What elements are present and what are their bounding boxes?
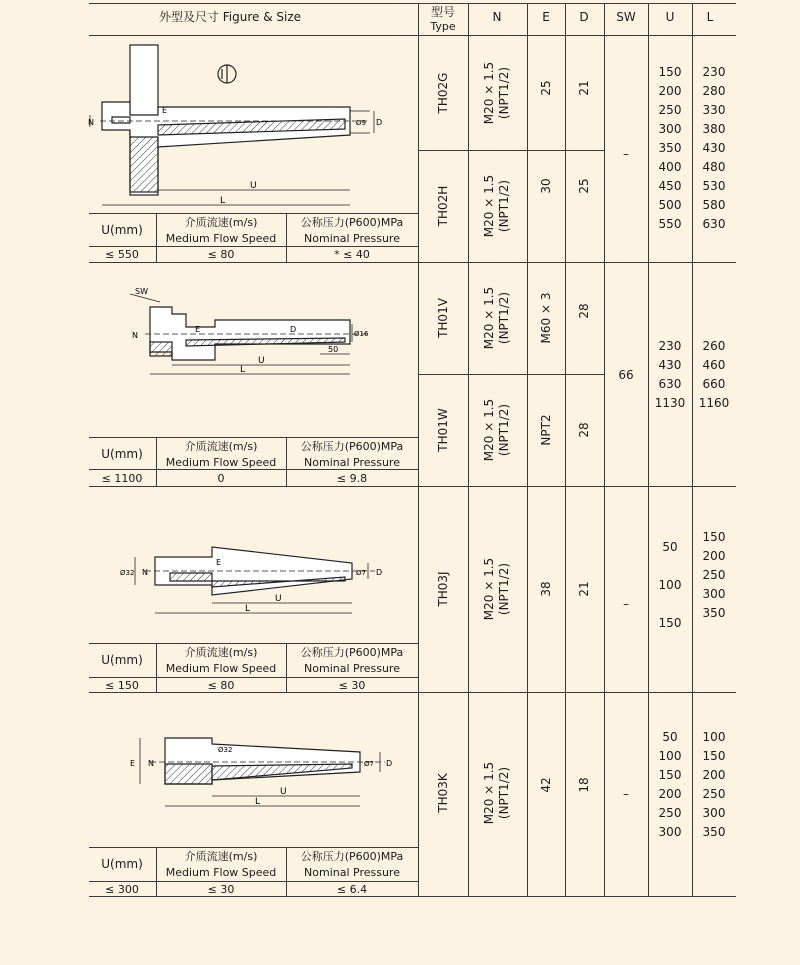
col-sw <box>604 3 605 896</box>
dim-d7: Ø7 <box>356 569 366 577</box>
n-th02g: M20 × 1.5 (NPT1/2) <box>482 61 511 125</box>
type-th02h: TH02H <box>436 185 450 227</box>
col-e <box>527 3 528 896</box>
u-value: 250 <box>658 806 682 820</box>
l-value: 430 <box>702 141 726 155</box>
header-n: N <box>492 10 502 24</box>
l-value: 100 <box>702 730 726 744</box>
l-value: 200 <box>702 549 726 563</box>
d-th01v: 28 <box>577 303 591 319</box>
sw-g2: 66 <box>618 368 634 382</box>
u-value: 50 <box>662 540 678 554</box>
u-value: 200 <box>658 787 682 801</box>
type-th03k: TH03K <box>436 773 450 813</box>
dim-d: D <box>386 759 393 768</box>
sub-rule <box>89 643 418 644</box>
sub-rule <box>286 213 287 262</box>
sub-u-label: U(mm) <box>101 447 143 461</box>
cond-pressure: ≤ 30 <box>338 679 366 692</box>
e-th03j: 38 <box>539 581 553 597</box>
u-value: 550 <box>658 217 682 231</box>
dim-d: D <box>376 118 383 127</box>
cond-pressure: * ≤ 40 <box>334 248 370 261</box>
n-th01v: M20 × 1.5 (NPT1/2) <box>482 286 511 350</box>
cond-u: ≤ 300 <box>105 883 139 896</box>
l-value: 350 <box>702 606 726 620</box>
u-value: 430 <box>658 358 682 372</box>
e-th01w: NPT2 <box>539 414 553 446</box>
drawing-th02 <box>90 37 417 212</box>
dim-u: U <box>280 787 287 797</box>
header-type-cn: 型号 <box>430 5 456 19</box>
cond-u: ≤ 550 <box>105 248 139 261</box>
dim-d32: Ø32 <box>218 746 233 754</box>
l-values-g1 <box>703 63 726 234</box>
d-th03j: 21 <box>577 581 591 597</box>
dim-e: E <box>162 106 168 115</box>
l-value: 250 <box>702 568 726 582</box>
col-l <box>692 3 693 896</box>
dim-d16: Ø16 <box>354 330 369 338</box>
header-u: U <box>665 10 675 24</box>
sub-speed-cn: 介质流速(m/s) <box>184 216 258 229</box>
sub-u-label: U(mm) <box>101 653 143 667</box>
u-value: 250 <box>658 103 682 117</box>
l-value: 230 <box>702 65 726 79</box>
n-th03j: M20 × 1.5 (NPT1/2) <box>482 557 511 621</box>
rule-split-1 <box>418 150 604 151</box>
sub-rule <box>89 469 418 470</box>
cond-u: ≤ 1100 <box>101 472 143 485</box>
l-value: 380 <box>702 122 726 136</box>
header-l: L <box>706 10 714 24</box>
rule-group-2 <box>89 486 736 487</box>
rule-group-3 <box>89 692 736 693</box>
u-value: 230 <box>658 339 682 353</box>
rule-header <box>89 35 736 36</box>
sub-u-label: U(mm) <box>101 223 143 237</box>
sub-speed-en: Medium Flow Speed <box>165 662 277 675</box>
u-values-g3 <box>659 528 682 642</box>
type-th01v: TH01V <box>436 298 450 338</box>
e-th01v: M60 × 3 <box>539 292 553 344</box>
dim-l: L <box>240 365 246 375</box>
sub-speed-en: Medium Flow Speed <box>165 866 277 879</box>
header-sw: SW <box>616 10 636 24</box>
sub-rule <box>89 246 418 247</box>
u-value: 150 <box>658 65 682 79</box>
e-th03k: 42 <box>539 777 553 793</box>
cond-speed: ≤ 80 <box>207 248 235 261</box>
l-value: 480 <box>702 160 726 174</box>
sub-pressure-cn: 公称压力(P600)MPa <box>300 216 404 229</box>
u-values-g2 <box>655 337 686 413</box>
cond-u: ≤ 150 <box>105 679 139 692</box>
dim-d7: Ø7 <box>364 760 374 768</box>
drawing-th03j <box>90 525 417 625</box>
sub-rule <box>156 847 157 896</box>
sub-rule <box>156 213 157 262</box>
sub-rule <box>89 213 418 214</box>
u-value: 450 <box>658 179 682 193</box>
col-n <box>468 3 469 896</box>
l-value: 260 <box>702 339 726 353</box>
n-th02h: M20 × 1.5 (NPT1/2) <box>482 174 511 238</box>
l-value: 300 <box>702 806 726 820</box>
dim-e: E <box>130 759 136 768</box>
sub-rule <box>286 437 287 486</box>
l-values-g4 <box>703 728 726 842</box>
n-th01w: M20 × 1.5 (NPT1/2) <box>482 398 511 462</box>
u-value: 1130 <box>654 396 686 410</box>
dim-u: U <box>250 181 257 191</box>
dim-sw: SW <box>135 287 148 296</box>
cond-speed: 0 <box>217 472 225 485</box>
sub-u-label: U(mm) <box>101 857 143 871</box>
u-value: 200 <box>658 84 682 98</box>
d-th01w: 28 <box>577 422 591 438</box>
d-th02h: 25 <box>577 178 591 194</box>
col-d <box>565 3 566 896</box>
sw-g3: – <box>623 597 629 611</box>
l-value: 350 <box>702 825 726 839</box>
type-th03j: TH03J <box>436 571 450 607</box>
sub-pressure-en: Nominal Pressure <box>304 662 400 675</box>
u-value: 150 <box>658 616 682 630</box>
l-value: 150 <box>702 749 726 763</box>
l-value: 150 <box>702 530 726 544</box>
n-th03k: M20 × 1.5 (NPT1/2) <box>482 761 511 825</box>
sub-rule <box>156 643 157 692</box>
dim-d: D <box>376 568 383 577</box>
dim-50: 50 <box>328 345 339 354</box>
sub-rule <box>156 437 157 486</box>
drawing-th03k <box>90 722 417 822</box>
u-values-g1 <box>659 63 682 234</box>
d-th03k: 18 <box>577 777 591 793</box>
l-value: 250 <box>702 787 726 801</box>
d-th02g: 21 <box>577 80 591 96</box>
sub-pressure-cn: 公称压力(P600)MPa <box>300 646 404 659</box>
dim-n: N <box>132 331 138 340</box>
sub-rule <box>286 847 287 896</box>
type-th01w: TH01W <box>436 408 450 452</box>
sub-rule <box>286 643 287 692</box>
sub-speed-cn: 介质流速(m/s) <box>184 850 258 863</box>
rule-bottom <box>89 896 736 897</box>
l-value: 580 <box>702 198 726 212</box>
dim-n: N <box>88 118 94 127</box>
cond-speed: ≤ 30 <box>207 883 235 896</box>
sub-pressure-cn: 公称压力(P600)MPa <box>300 440 404 453</box>
u-value: 350 <box>658 141 682 155</box>
cond-pressure: ≤ 6.4 <box>336 883 368 896</box>
e-th02h: 30 <box>539 178 553 194</box>
dim-e: E <box>195 325 201 334</box>
l-values-g3 <box>703 528 726 623</box>
rule-group-1 <box>89 262 736 263</box>
sub-rule <box>89 677 418 678</box>
cond-pressure: ≤ 9.8 <box>336 472 368 485</box>
col-type <box>418 3 419 896</box>
sub-speed-en: Medium Flow Speed <box>165 232 277 245</box>
l-value: 660 <box>702 377 726 391</box>
sub-pressure-en: Nominal Pressure <box>304 866 400 879</box>
sub-pressure-en: Nominal Pressure <box>304 232 400 245</box>
header-e: E <box>542 10 550 24</box>
l-value: 630 <box>702 217 726 231</box>
sub-speed-en: Medium Flow Speed <box>165 456 277 469</box>
dim-l: L <box>245 604 251 614</box>
header-d: D <box>579 10 589 24</box>
sub-pressure-en: Nominal Pressure <box>304 456 400 469</box>
cond-speed: ≤ 80 <box>207 679 235 692</box>
sub-rule <box>89 847 418 848</box>
l-values-g2 <box>699 337 730 413</box>
sub-pressure-cn: 公称压力(P600)MPa <box>300 850 404 863</box>
col-u <box>648 3 649 896</box>
dim-u: U <box>275 594 282 604</box>
sub-rule <box>89 437 418 438</box>
dim-n: N <box>148 759 154 768</box>
l-value: 280 <box>702 84 726 98</box>
u-value: 500 <box>658 198 682 212</box>
dim-l: L <box>220 196 226 206</box>
l-value: 200 <box>702 768 726 782</box>
u-value: 300 <box>658 122 682 136</box>
dim-d: D <box>290 325 297 334</box>
l-value: 530 <box>702 179 726 193</box>
header-type-en: Type <box>430 20 456 33</box>
dim-e: E <box>216 558 222 567</box>
u-values-g4 <box>659 728 682 842</box>
header-figure: 外型及尺寸 Figure & Size <box>158 10 302 24</box>
rule-top <box>89 3 736 4</box>
u-value: 100 <box>658 578 682 592</box>
l-value: 460 <box>702 358 726 372</box>
dim-n: N <box>142 568 148 577</box>
drawing-th01 <box>90 272 417 402</box>
sub-rule <box>89 881 418 882</box>
u-value: 630 <box>658 377 682 391</box>
l-value: 1160 <box>698 396 730 410</box>
l-value: 300 <box>702 587 726 601</box>
sw-g4: – <box>623 787 629 801</box>
u-value: 50 <box>662 730 678 744</box>
dim-u: U <box>258 356 265 366</box>
u-value: 400 <box>658 160 682 174</box>
l-value: 330 <box>702 103 726 117</box>
u-value: 300 <box>658 825 682 839</box>
rule-split-2 <box>418 374 604 375</box>
dim-l: L <box>255 797 261 807</box>
u-value: 100 <box>658 749 682 763</box>
sub-speed-cn: 介质流速(m/s) <box>184 646 258 659</box>
dim-d32: Ø32 <box>120 569 135 577</box>
sw-g1: – <box>623 147 629 161</box>
dim-d9: Ø9 <box>356 119 366 127</box>
type-th02g: TH02G <box>436 72 450 114</box>
e-th02g: 25 <box>539 80 553 96</box>
u-value: 150 <box>658 768 682 782</box>
sub-speed-cn: 介质流速(m/s) <box>184 440 258 453</box>
